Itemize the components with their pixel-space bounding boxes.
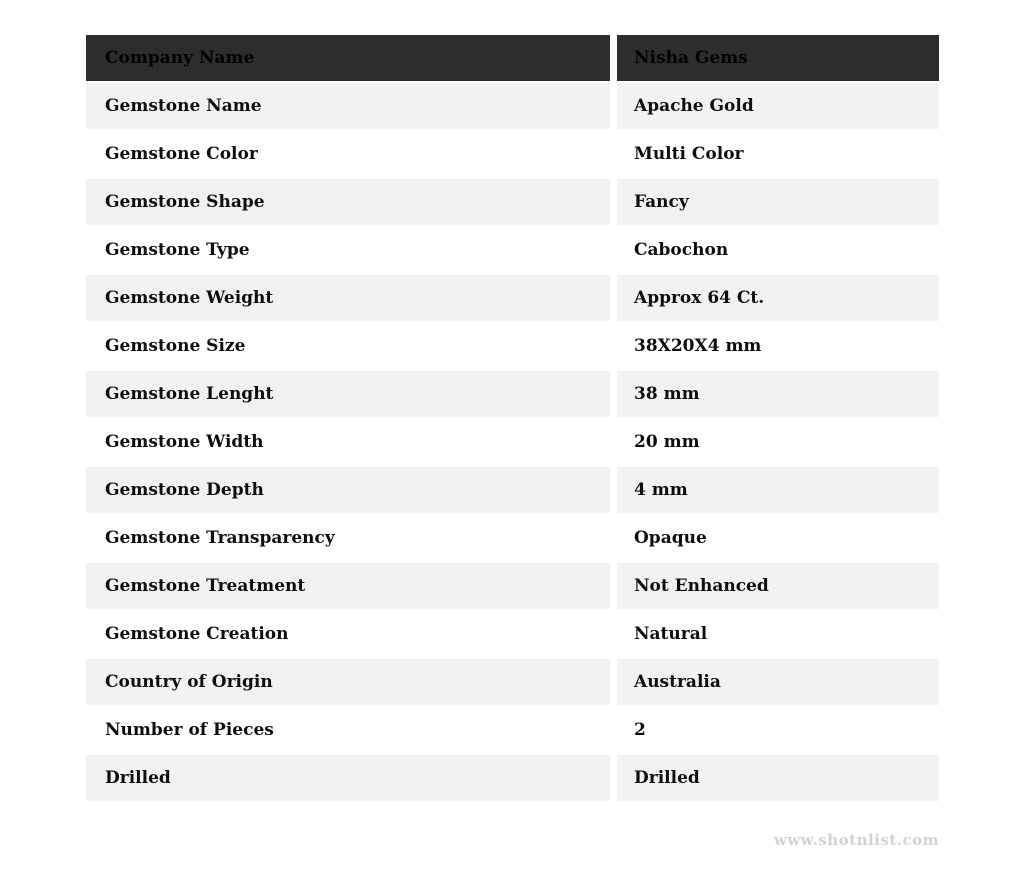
table-row [86,707,939,755]
spec-table [86,35,939,803]
row-label: Gemstone Color [86,131,617,179]
row-label: Gemstone Lenght [86,371,617,419]
table-row [86,467,939,515]
row-label: Gemstone Shape [86,179,617,227]
table-row [86,659,939,707]
header-cell-company-name: Company Name [86,35,617,83]
row-label: Gemstone Size [86,323,617,371]
table-row [86,515,939,563]
row-value: Fancy [617,179,939,227]
row-label: Gemstone Transparency [86,515,617,563]
row-value: Approx 64 Ct. [617,275,939,323]
row-value: Not Enhanced [617,563,939,611]
row-value: Cabochon [617,227,939,275]
gemstone-spec-table [86,35,939,803]
table-row [86,611,939,659]
row-label: Gemstone Name [86,83,617,131]
row-value: 20 mm [617,419,939,467]
table-row [86,371,939,419]
table-row [86,563,939,611]
row-value: 4 mm [617,467,939,515]
watermark-url: www.shotnlist.com [773,831,939,849]
row-value: Multi Color [617,131,939,179]
table-row [86,179,939,227]
row-label: Country of Origin [86,659,617,707]
row-label: Gemstone Depth [86,467,617,515]
row-value: Opaque [617,515,939,563]
table-row [86,275,939,323]
table-row [86,755,939,803]
row-label: Drilled [86,755,617,803]
table-row [86,323,939,371]
table-row [86,83,939,131]
row-value: 2 [617,707,939,755]
table-row [86,227,939,275]
row-label: Gemstone Type [86,227,617,275]
row-value: Natural [617,611,939,659]
row-label: Gemstone Creation [86,611,617,659]
row-label: Number of Pieces [86,707,617,755]
row-value: 38X20X4 mm [617,323,939,371]
row-value: Apache Gold [617,83,939,131]
row-value: Drilled [617,755,939,803]
row-value: Australia [617,659,939,707]
table-row [86,131,939,179]
row-label: Gemstone Weight [86,275,617,323]
row-label: Gemstone Treatment [86,563,617,611]
row-label: Gemstone Width [86,419,617,467]
header-cell-company-value: Nisha Gems [617,35,939,83]
table-row [86,419,939,467]
table-header-row [86,35,939,83]
row-value: 38 mm [617,371,939,419]
